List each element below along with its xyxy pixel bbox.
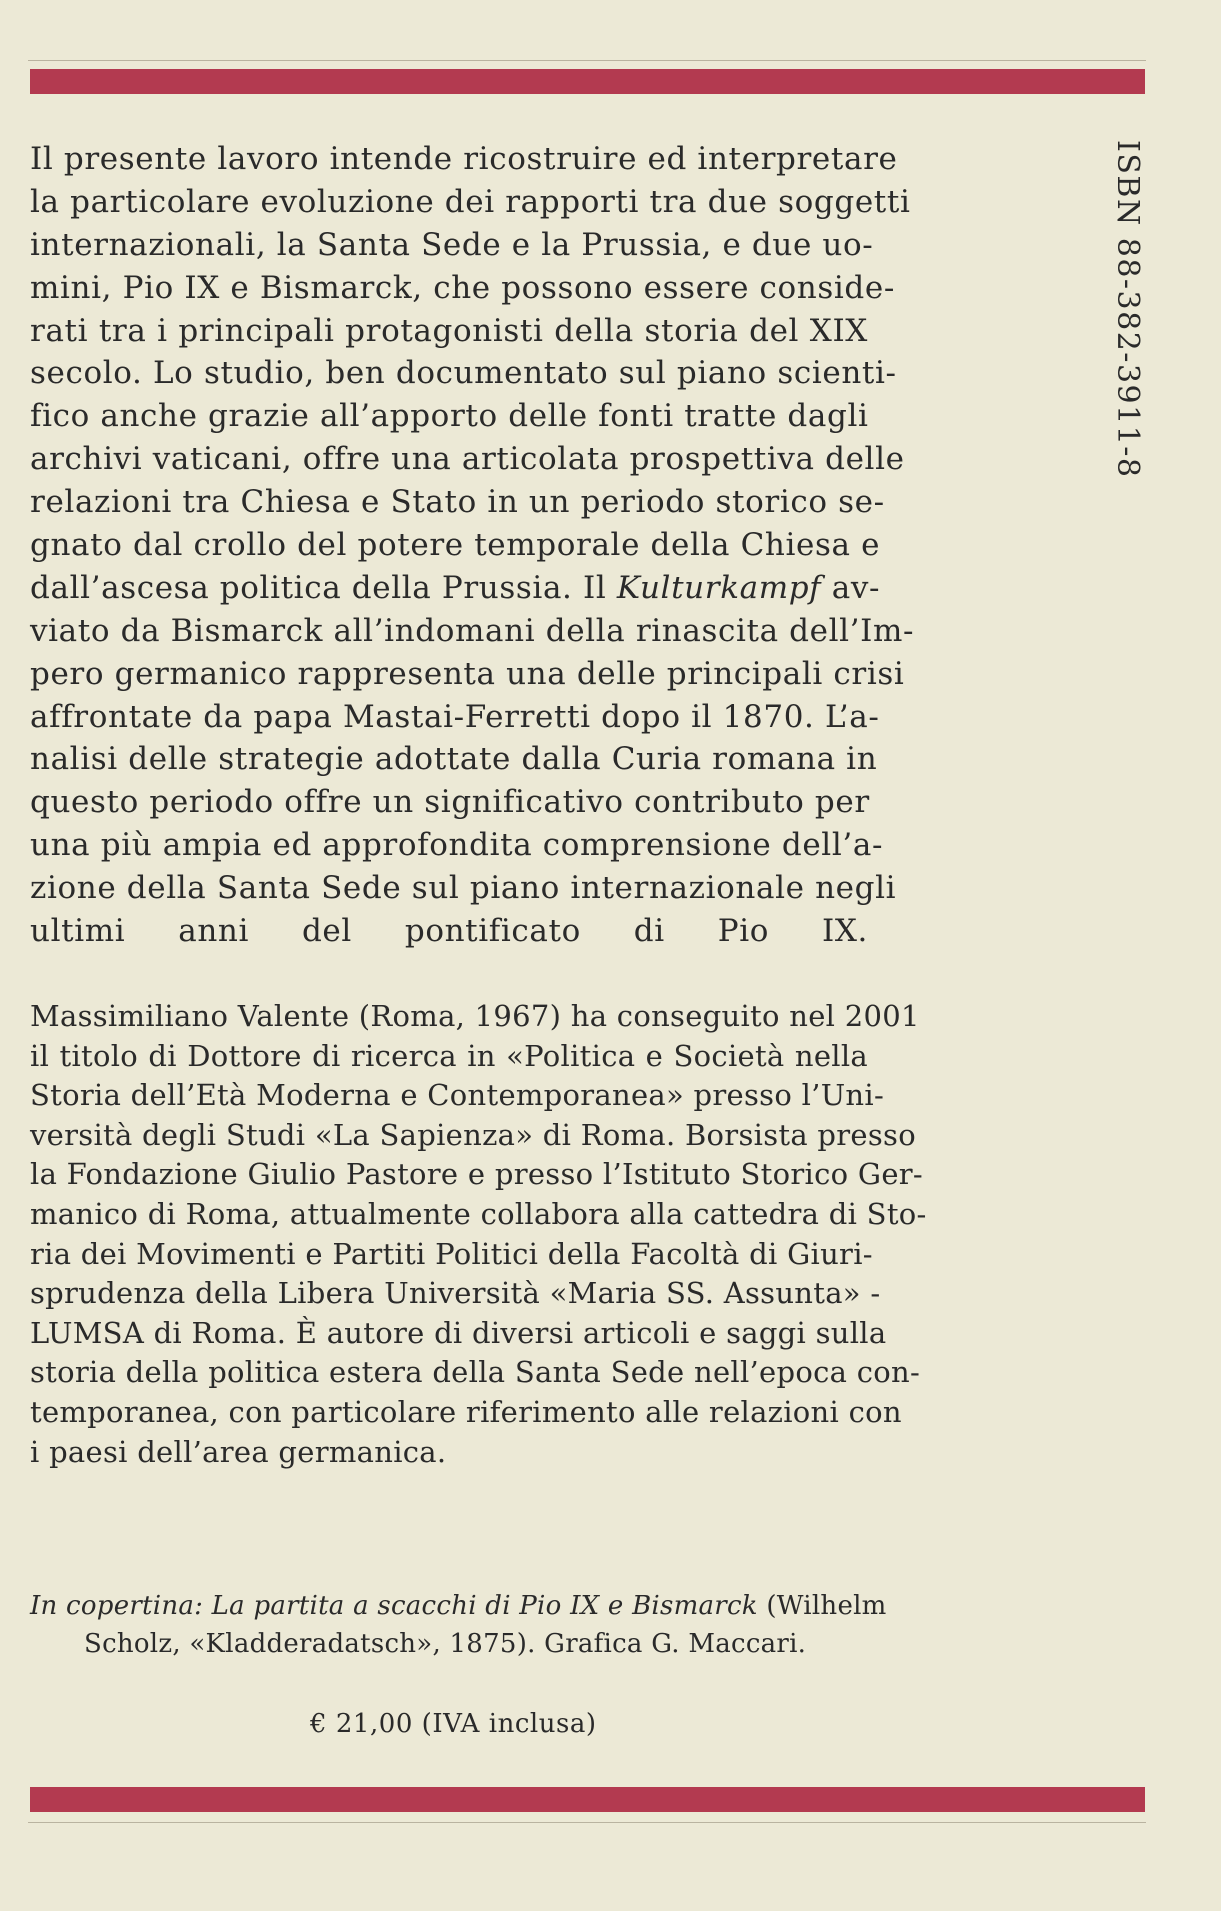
description-line: mini, Pio IX e Bismarck, che possono essere conside- bbox=[30, 269, 895, 306]
bio-line: temporanea, con particolare riferimento alle relazioni con bbox=[30, 1394, 902, 1429]
bottom-thin-rule bbox=[28, 1822, 1146, 1823]
description-line: secolo. Lo studio, ben documentato sul piano scienti- bbox=[30, 355, 897, 392]
description-line: nalisi delle strategie adottate dalla Curia romana in bbox=[30, 741, 878, 778]
description-line: relazioni tra Chiesa e Stato in un periodo storico se- bbox=[30, 484, 885, 521]
description-line: rati tra i principali protagonisti della storia del XIX bbox=[30, 312, 868, 349]
bio-line: LUMSA di Roma. È autore di diversi articoli e saggi sulla bbox=[30, 1315, 887, 1350]
cover-credit-label: In copertina bbox=[30, 1591, 195, 1621]
bio-line: Massimiliano Valente (Roma, 1967) ha conseguito nel 2001 bbox=[30, 999, 920, 1033]
bio-line: manico di Roma, attualmente collabora alla cattedra di Sto- bbox=[30, 1196, 927, 1231]
author-bio bbox=[30, 997, 927, 1472]
cover-credit-colon: : bbox=[194, 1591, 212, 1621]
bio-line: storia della politica estera della Santa Sede nell’epoca con- bbox=[30, 1355, 921, 1390]
description-line: archivi vaticani, offre una articolata prospettiva delle bbox=[30, 441, 905, 478]
description-line: zione della Santa Sede sul piano internazionale negli bbox=[30, 870, 897, 907]
description-line: una più ampia ed approfondita comprensione dell’a- bbox=[30, 827, 884, 864]
top-thin-rule bbox=[28, 60, 1146, 61]
price: € 21,00 (IVA inclusa) bbox=[310, 1709, 597, 1739]
description-line-head: dall’ascesa politica della Prussia. Il bbox=[30, 569, 617, 606]
bio-line: i paesi dell’area germanica. bbox=[30, 1434, 447, 1469]
description-line: pero germanico rappresenta una delle principali crisi bbox=[30, 655, 905, 692]
top-red-band bbox=[30, 69, 1145, 94]
description-line: viato da Bismarck all’indomani della rinascita dell’Im- bbox=[30, 612, 915, 649]
description-line: affrontate da papa Mastai-Ferretti dopo il 1870. L’a- bbox=[30, 698, 880, 735]
bio-line: la Fondazione Giulio Pastore e presso l’Istituto Storico Ger- bbox=[30, 1157, 924, 1192]
bio-line: ria dei Movimenti e Partiti Politici della Facoltà di Giuri- bbox=[30, 1236, 873, 1271]
description-line-kulturkampf bbox=[30, 567, 881, 610]
bottom-red-band bbox=[30, 1787, 1145, 1812]
bio-line: sprudenza della Libera Università «Maria SS. Assunta» - bbox=[30, 1276, 881, 1311]
cover-credit bbox=[30, 1587, 887, 1663]
bio-line: versità degli Studi «La Sapienza» di Roma. Borsista presso bbox=[30, 1117, 916, 1152]
bio-line: il titolo di Dottore di ricerca in «Politica e Società nella bbox=[30, 1038, 868, 1073]
bio-line: Storia dell’Età Moderna e Contemporanea» presso l’Uni- bbox=[30, 1078, 885, 1113]
description-line: Il presente lavoro intende ricostruire ed interpretare bbox=[30, 141, 898, 177]
cover-credit-tail: (Wilhelm bbox=[757, 1591, 887, 1621]
description-line: ultimi anni del pontificato di Pio IX. bbox=[30, 913, 868, 950]
isbn-number: ISBN 88-382-3911-8 bbox=[1110, 140, 1145, 479]
description-line: questo periodo offre un significativo contributo per bbox=[30, 784, 870, 821]
description-line: internazionali, la Santa Sede e la Prussia, e due uo- bbox=[30, 226, 874, 263]
cover-credit-line-1 bbox=[30, 1587, 887, 1625]
cover-artwork-title: La partita a scacchi di Pio IX e Bismarck bbox=[211, 1591, 758, 1621]
book-description bbox=[30, 138, 915, 953]
description-line: la particolare evoluzione dei rapporti tra due soggetti bbox=[30, 183, 911, 220]
description-line-tail: av- bbox=[821, 569, 881, 606]
kulturkampf-term: Kulturkampf bbox=[616, 569, 822, 606]
description-line: gnato dal crollo del potere temporale della Chiesa e bbox=[30, 527, 881, 564]
cover-credit-line-2: Scholz, «Kladderadatsch», 1875). Grafica G. Maccari. bbox=[84, 1629, 807, 1659]
description-line: fico anche grazie all’apporto delle fonti tratte dagli bbox=[30, 398, 869, 435]
